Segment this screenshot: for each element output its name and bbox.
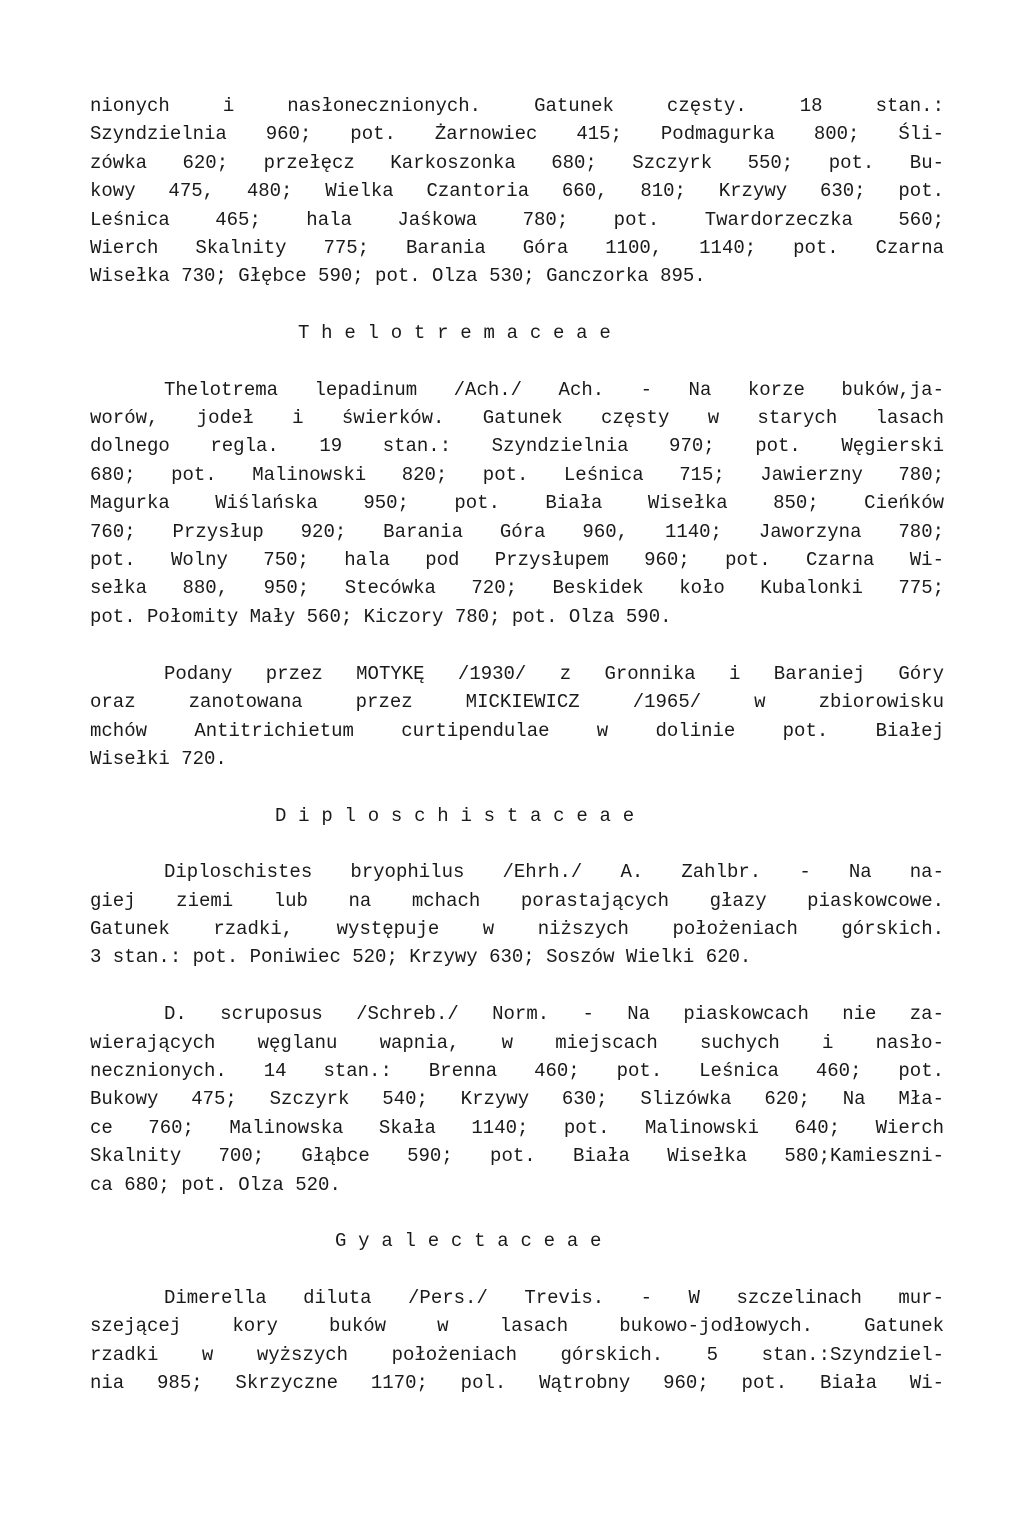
- text-line: mchów Antitrichietum curtipendulae w dolinie pot. Białej: [90, 719, 944, 742]
- section-heading-thelotremaceae: Thelotremaceae: [298, 322, 623, 345]
- section-heading-diploschistaceae: Diploschistaceae: [275, 804, 646, 827]
- text-line: nia 985; Skrzyczne 1170; pol. Wątrobny 960; pot. Biała Wi-: [90, 1371, 944, 1394]
- intro-paragraph: [90, 92, 944, 291]
- section-heading-gyalectaceae: Gyalectaceae: [335, 1230, 614, 1253]
- note-paragraph: [90, 660, 944, 774]
- text-line: giej ziemi lub na mchach porastających głazy piaskowcowe.: [90, 889, 944, 912]
- text-line: Thelotrema lepadinum /Ach./ Ach. - Na korze buków,ja-: [164, 378, 944, 401]
- text-line: ca 680; pot. Olza 520.: [90, 1173, 341, 1196]
- text-line: D. scruposus /Schreb./ Norm. - Na piaskowcach nie za-: [164, 1003, 944, 1026]
- text-line: worów, jodeł i świerków. Gatunek częsty w starych lasach: [90, 407, 944, 430]
- text-line: ce 760; Malinowska Skała 1140; pot. Malinowski 640; Wierch: [90, 1116, 944, 1139]
- species-paragraph-diploschistes-scruposus: [90, 1000, 944, 1199]
- species-paragraph-dimerella-diluta: [90, 1284, 944, 1398]
- text-line: 760; Przysłup 920; Barania Góra 960, 1140; Jaworzyna 780;: [90, 520, 944, 543]
- text-line: pot. Połomity Mały 560; Kiczory 780; pot. Olza 590.: [90, 605, 672, 628]
- text-line: zówka 620; przełęcz Karkoszonka 680; Szczyrk 550; pot. Bu-: [90, 151, 944, 174]
- text-line: nionych i nasłonecznionych. Gatunek częsty. 18 stan.:: [90, 95, 944, 117]
- text-line: Wierch Skalnity 775; Barania Góra 1100, 1140; pot. Czarna: [90, 237, 944, 260]
- text-line: 3 stan.: pot. Poniwiec 520; Krzywy 630; Soszów Wielki 620.: [90, 946, 752, 969]
- species-paragraph-diploschistes-bryophilus: [90, 858, 944, 972]
- text-line: szejącej kory buków w lasach bukowo-jodłowych. Gatunek: [90, 1315, 944, 1338]
- text-line: pot. Wolny 750; hala pod Przysłupem 960; pot. Czarna Wi-: [90, 549, 944, 572]
- text-line: Skalnity 700; Głąbce 590; pot. Biała Wisełka 580;Kamieszni-: [90, 1145, 944, 1168]
- text-line: Magurka Wiślańska 950; pot. Biała Wisełka 850; Cieńków: [90, 492, 944, 515]
- text-line: kowy 475, 480; Wielka Czantoria 660, 810; Krzywy 630; pot.: [90, 180, 944, 203]
- text-line: sełka 880, 950; Stecówka 720; Beskidek koło Kubalonki 775;: [90, 577, 944, 600]
- text-line: 680; pot. Malinowski 820; pot. Leśnica 715; Jawierzny 780;: [90, 463, 944, 486]
- text-line: Leśnica 465; hala Jaśkowa 780; pot. Twardorzeczka 560;: [90, 208, 944, 231]
- text-line: Szyndzielnia 960; pot. Żarnowiec 415; Podmagurka 800; Śli-: [90, 123, 944, 146]
- text-line: Wisełki 720.: [90, 747, 227, 770]
- species-paragraph-thelotrema-lepadinum: [90, 376, 944, 632]
- text-line: dolnego regla. 19 stan.: Szyndzielnia 970; pot. Węgierski: [90, 435, 944, 458]
- text-line: Podany przez MOTYKĘ /1930/ z Gronnika i Baraniej Góry: [164, 662, 944, 685]
- text-line: necznionych. 14 stan.: Brenna 460; pot. Leśnica 460; pot.: [90, 1059, 944, 1082]
- text-line: Bukowy 475; Szczyrk 540; Krzywy 630; Slizówka 620; Na Mła-: [90, 1088, 944, 1111]
- text-line: wierających węglanu wapnia, w miejscach suchych i nasło-: [90, 1031, 944, 1054]
- text-line: Gatunek rzadki, występuje w niższych położeniach górskich.: [90, 917, 944, 940]
- text-line: rzadki w wyższych położeniach górskich. 5 stan.:Szyndziel-: [90, 1343, 944, 1366]
- text-line: oraz zanotowana przez MICKIEWICZ /1965/ w zbiorowisku: [90, 691, 944, 714]
- text-line: Diploschistes bryophilus /Ehrh./ A. Zahlbr. - Na na-: [164, 861, 944, 884]
- text-line: Wisełka 730; Głębce 590; pot. Olza 530; Ganczorka 895.: [90, 265, 706, 288]
- text-line: Dimerella diluta /Pers./ Trevis. - W szczelinach mur-: [164, 1286, 944, 1309]
